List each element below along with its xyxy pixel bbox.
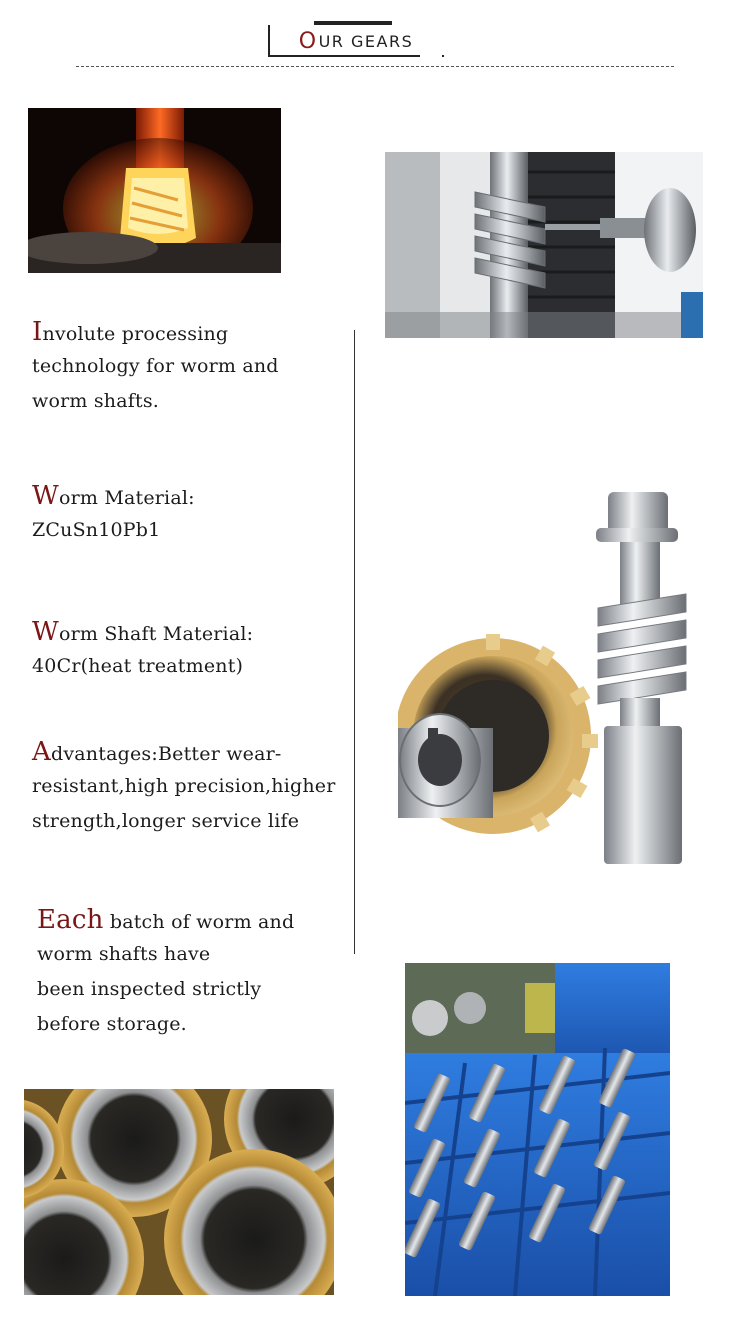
- block-line: orm Material:: [58, 487, 195, 509]
- block-initial: W: [32, 617, 59, 647]
- block-line: 40Cr(heat treatment): [32, 655, 244, 677]
- text-block-advantages: [32, 736, 352, 837]
- worm-shafts-crate-photo: [405, 963, 670, 1296]
- text-block-worm-material: [32, 480, 332, 546]
- block-line: strength,longer service life: [32, 810, 300, 832]
- block-line: batch of worm and: [103, 911, 295, 933]
- worm-gear-pair-photo: [398, 488, 698, 868]
- block-line: worm shafts.: [32, 390, 160, 412]
- text-block-shaft-material: [32, 616, 342, 682]
- block-line: dvantages:Better wear-: [50, 743, 282, 765]
- title-rest: UR GEARS: [318, 31, 414, 51]
- header-divider: [76, 66, 674, 67]
- worm-shaft-inspection-photo: [385, 152, 703, 338]
- block-line: nvolute processing: [42, 323, 229, 345]
- block-line: worm shafts have: [37, 943, 211, 965]
- block-line: ZCuSn10Pb1: [32, 519, 161, 541]
- block-initial: A: [32, 737, 51, 767]
- block-line: orm Shaft Material:: [58, 623, 254, 645]
- block-line: before storage.: [37, 1013, 187, 1035]
- block-line: been inspected strictly: [37, 978, 262, 1000]
- block-initial-word: Each: [37, 905, 104, 935]
- block-initial: I: [32, 317, 43, 347]
- brass-worm-wheels-photo: [24, 1089, 334, 1295]
- forging-glow-photo: [28, 108, 281, 273]
- block-line: resistant,high precision,higher: [32, 775, 336, 797]
- text-block-inspection: [37, 904, 347, 1040]
- block-line: technology for worm and: [32, 355, 279, 377]
- text-block-involute: [32, 316, 332, 417]
- vertical-divider: [354, 330, 355, 954]
- page-title: [268, 25, 444, 57]
- block-initial: W: [32, 481, 59, 511]
- title-initial: O: [298, 28, 318, 54]
